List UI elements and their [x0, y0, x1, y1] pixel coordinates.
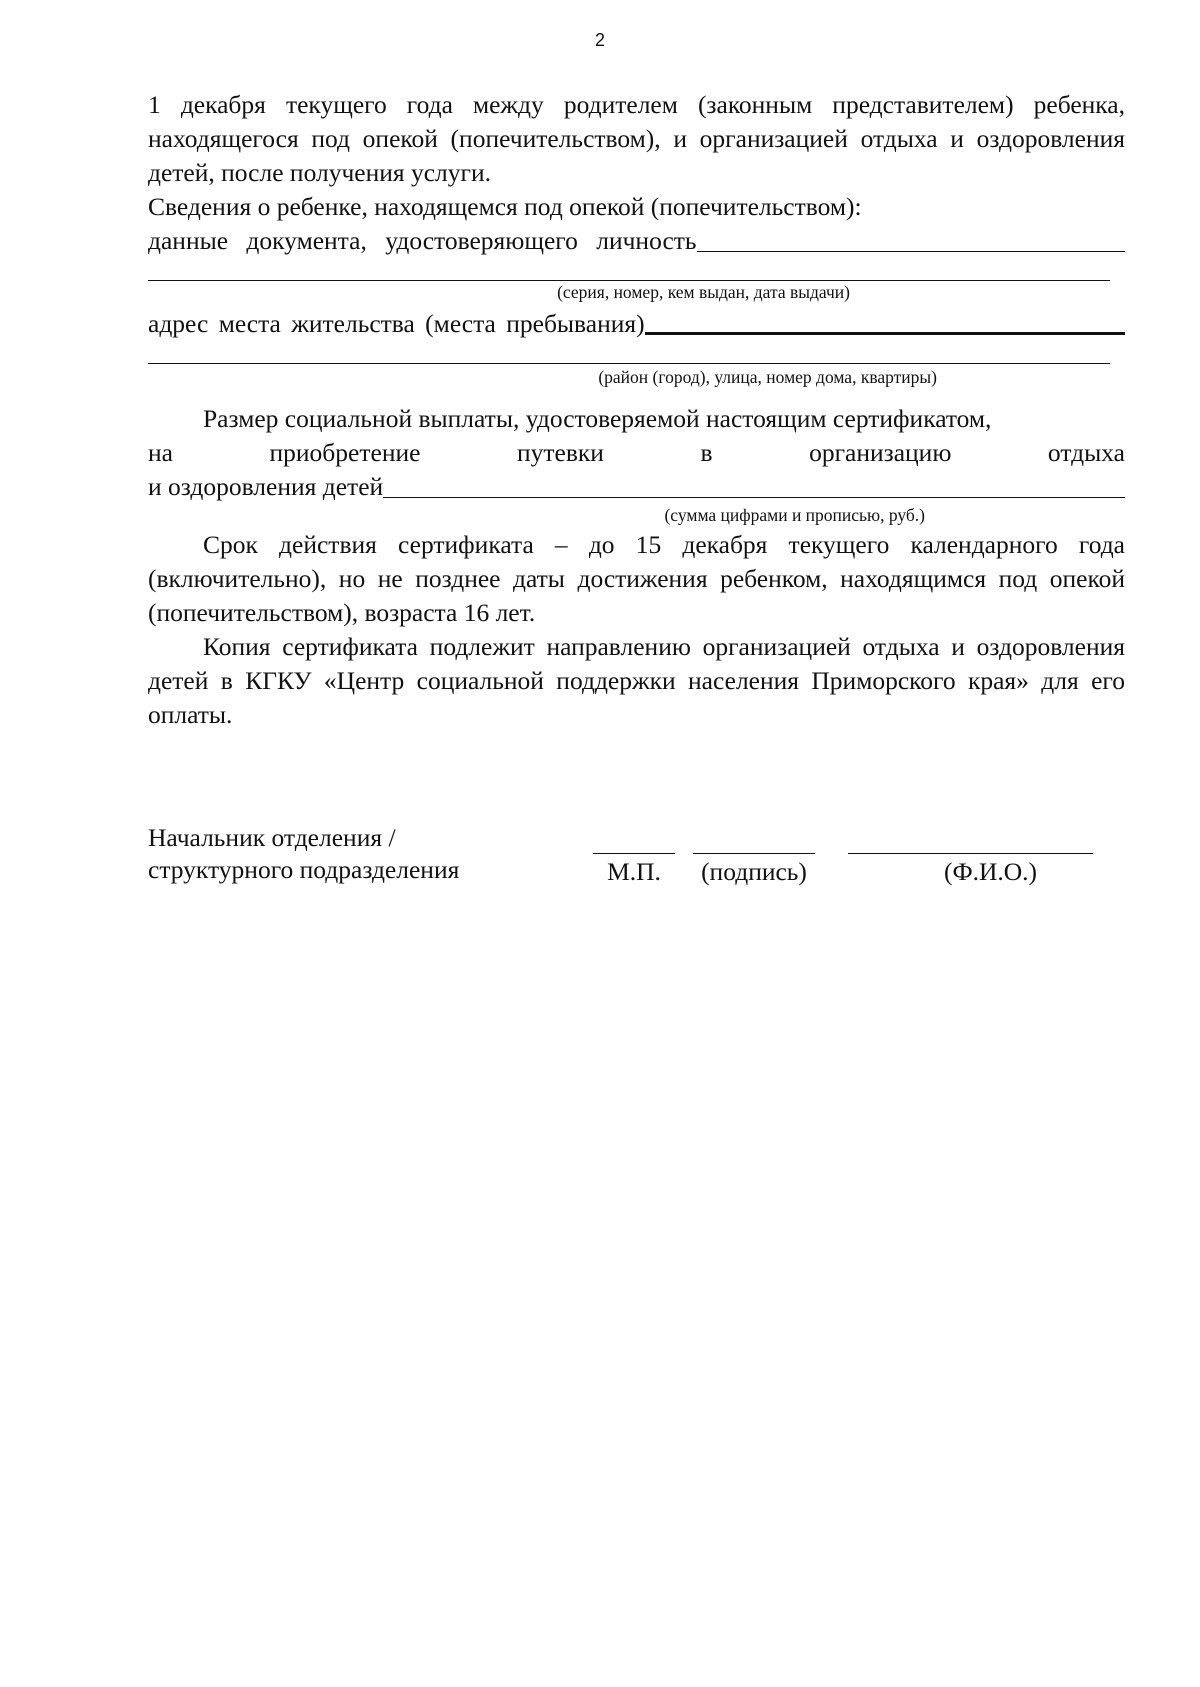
payment-line-1: Размер социальной выплаты, удостоверяемой настоящим сертификатом,: [203, 404, 992, 433]
address-caption: (район (город), улица, номер дома, квартиры): [598, 367, 937, 387]
address-fill-line[interactable]: [645, 306, 1125, 335]
payment-line-2: [148, 436, 1125, 470]
payment-word: на: [148, 438, 173, 467]
validity-paragraph: Срок действия сертификата – до 15 декабря текущего календарного года (включительно), но не позднее даты достижения ребенком, находящимся под опекой (попечительством), возраста 16 лет.: [148, 530, 1125, 627]
payment-word: в: [700, 438, 713, 467]
signature-line[interactable]: [693, 853, 815, 854]
signature-caption: (подпись): [701, 857, 807, 886]
child-info-heading: Сведения о ребенке, находящемся под опекой (попечительством):: [148, 192, 862, 221]
id-document-field: [148, 224, 1125, 258]
payment-caption: (сумма цифрами и прописью, руб.): [664, 505, 925, 525]
id-document-fill-line[interactable]: [697, 225, 1125, 252]
full-name-caption: (Ф.И.О.): [943, 857, 1038, 886]
payment-amount-label: и оздоровления детей: [148, 472, 384, 501]
payment-word: организацию: [809, 438, 952, 467]
signatory-position-line-2: структурного подразделения: [148, 855, 460, 884]
full-name-line[interactable]: [848, 853, 1093, 854]
signatory-position: [148, 822, 459, 886]
payment-word: отдыха: [1047, 438, 1125, 467]
signatory-position-line-1: Начальник отделения /: [148, 823, 396, 852]
payment-word: приобретение: [269, 438, 421, 467]
copy-note-paragraph: Копия сертификата подлежит направлению организацией отдыха и оздоровления детей в КГКУ «Центр социальной поддержки населения Приморского края» для его оплаты.: [148, 632, 1125, 729]
payment-amount-fill-line[interactable]: [383, 471, 1125, 498]
stamp-caption: М.П.: [607, 857, 661, 886]
page-number: 2: [594, 30, 605, 50]
intro-paragraph: 1 декабря текущего года между родителем (законным представителем) ребенка, находящегося под опекой (попечительством), и организацией отдыха и оздоровления детей, после получения услуги.: [148, 90, 1125, 187]
address-fill-line-2[interactable]: [148, 341, 1110, 364]
address-label: адрес места жительства (места пребывания): [148, 309, 645, 338]
address-field: [148, 307, 1125, 341]
id-document-fill-line-2[interactable]: [148, 258, 1110, 281]
document-body: [148, 88, 1125, 732]
id-document-label: данные документа, удостоверяющего личность: [148, 226, 697, 255]
stamp-line[interactable]: [593, 853, 675, 854]
payment-amount-field: [148, 470, 1125, 504]
id-document-caption: (серия, номер, кем выдан, дата выдачи): [557, 282, 850, 302]
signature-block: [148, 822, 1108, 902]
payment-word: путевки: [516, 438, 604, 467]
